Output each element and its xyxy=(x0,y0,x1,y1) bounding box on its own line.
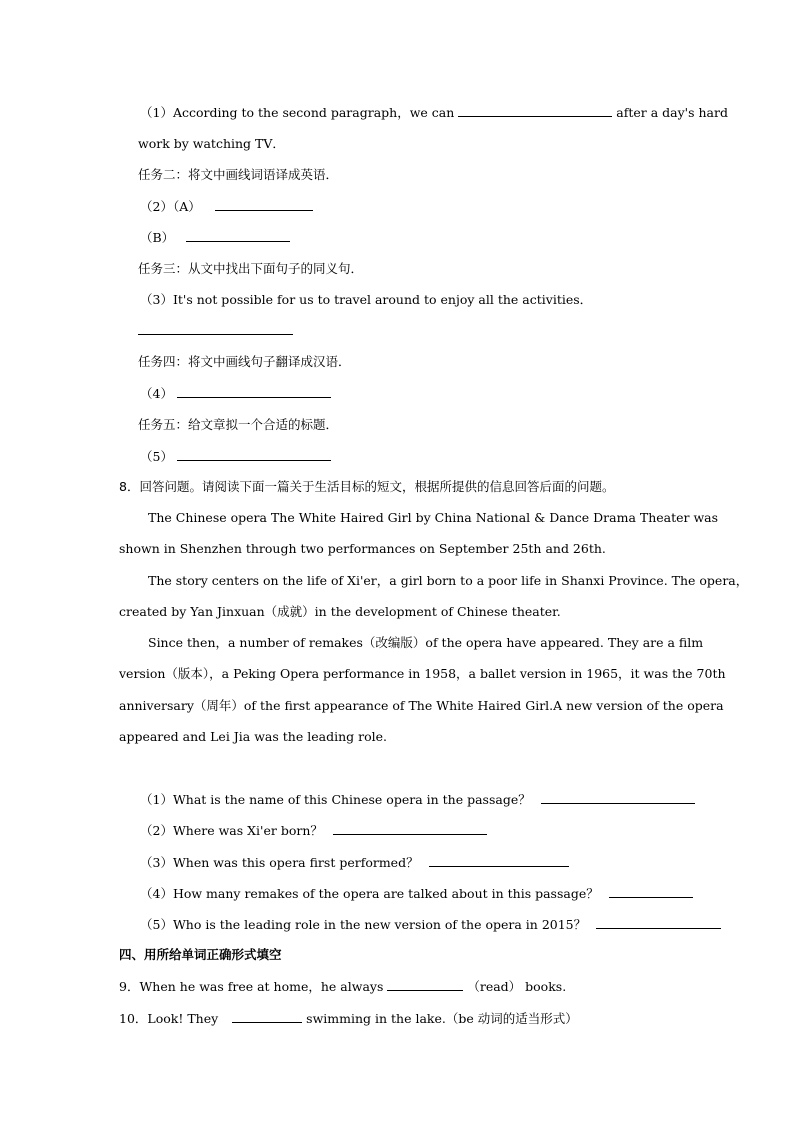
answer-blank-q7-2b[interactable] xyxy=(186,229,290,242)
answer-blank-q7-4[interactable] xyxy=(177,385,331,398)
q7-2-a-text: （2）（A） xyxy=(140,199,201,214)
answer-blank-q9[interactable] xyxy=(387,978,463,991)
answer-blank-q10[interactable] xyxy=(232,1010,302,1023)
q8-para3-line2: version（版本），a Peking Opera performance in 1958，a ballet version in 1965，it was the 70th xyxy=(119,666,726,681)
q8-2 xyxy=(140,822,487,839)
section4-heading: 四、用所给单词正确形式填空 xyxy=(119,947,282,962)
q8-para2-line1: The story centers on the life of Xi'er，a girl born to a poor life in Shanxi Province. The opera， xyxy=(148,573,749,588)
answer-blank-q7-3[interactable] xyxy=(138,322,293,335)
q7-2-a xyxy=(140,198,313,215)
q7-5 xyxy=(140,448,331,465)
q8-1-text: （1）What is the name of this Chinese opera in the passage？ xyxy=(140,792,531,807)
q7-5-text: （5） xyxy=(140,449,173,464)
q10-text-b: swimming in the lake.（be 动词的适当形式） xyxy=(306,1011,578,1026)
answer-blank-q7-5[interactable] xyxy=(177,448,331,461)
answer-blank-q8-5[interactable] xyxy=(596,916,721,929)
q9-text-b: （read） books. xyxy=(467,979,567,994)
answer-blank-q7-2a[interactable] xyxy=(215,198,313,211)
q8-para2-line2: created by Yan Jinxuan（成就）in the development of Chinese theater. xyxy=(119,604,561,619)
q8-para1-line1-text: The Chinese opera The White Haired Girl by China National & Dance Drama Theater was xyxy=(148,510,719,525)
q7-4 xyxy=(140,385,331,402)
q7-3-answer-line xyxy=(138,322,293,339)
task5-label: 任务五：给文章拟一个合适的标题． xyxy=(138,417,339,432)
answer-blank-q8-4[interactable] xyxy=(609,885,693,898)
q8-para3-line3: anniversary（周年）of the first appearance of The White Haired Girl.A new version of the opera xyxy=(119,698,724,713)
q7-2-b xyxy=(140,229,290,246)
q8-5 xyxy=(140,916,721,933)
q8-1 xyxy=(140,791,695,808)
answer-blank-q8-3[interactable] xyxy=(429,854,569,867)
q9-text-a: 9．When he was free at home，he always xyxy=(119,979,384,994)
q9 xyxy=(119,978,566,995)
q7-1-line1 xyxy=(140,104,728,121)
q8-para1-line1 xyxy=(148,510,719,526)
answer-blank-q8-2[interactable] xyxy=(333,822,487,835)
q7-2-b-text: （B） xyxy=(140,230,175,245)
q7-1-line2: work by watching TV． xyxy=(138,136,285,151)
task3-label: 任务三：从文中找出下面句子的同义句． xyxy=(138,261,364,276)
q10-text-a: 10．Look! They xyxy=(119,1011,219,1026)
q8-3 xyxy=(140,854,569,871)
task4-label: 任务四：将文中画线句子翻译成汉语． xyxy=(138,354,351,369)
q8-5-text: （5）Who is the leading role in the new version of the opera in 2015？ xyxy=(140,917,587,932)
task2-label: 任务二：将文中画线词语译成英语． xyxy=(138,167,339,182)
q8-4-text: （4）How many remakes of the opera are talked about in this passage？ xyxy=(140,886,599,901)
q8-para1-line2: shown in Shenzhen through two performances on September 25th and 26th. xyxy=(119,541,606,556)
q10 xyxy=(119,1010,578,1027)
q8-heading: 8．回答问题。请阅读下面一篇关于生活目标的短文，根据所提供的信息回答后面的问题。 xyxy=(119,479,615,494)
q7-4-text: （4） xyxy=(140,386,173,401)
q8-4 xyxy=(140,885,693,902)
q7-1-text-a: （1）According to the second paragraph，we can xyxy=(140,105,455,120)
answer-blank-q7-1[interactable] xyxy=(458,104,612,117)
answer-blank-q8-1[interactable] xyxy=(541,791,695,804)
q8-3-text: （3）When was this opera first performed？ xyxy=(140,855,419,870)
q8-2-text: （2）Where was Xi'er born？ xyxy=(140,823,323,838)
q8-para3-line1: Since then，a number of remakes（改编版）of the opera have appeared. They are a film xyxy=(148,635,704,650)
q7-1-text-b: after a day's hard xyxy=(616,105,728,120)
q7-3: （3）It's not possible for us to travel around to enjoy all the activities． xyxy=(140,292,593,307)
q8-para3-line4: appeared and Lei Jia was the leading role. xyxy=(119,729,387,744)
